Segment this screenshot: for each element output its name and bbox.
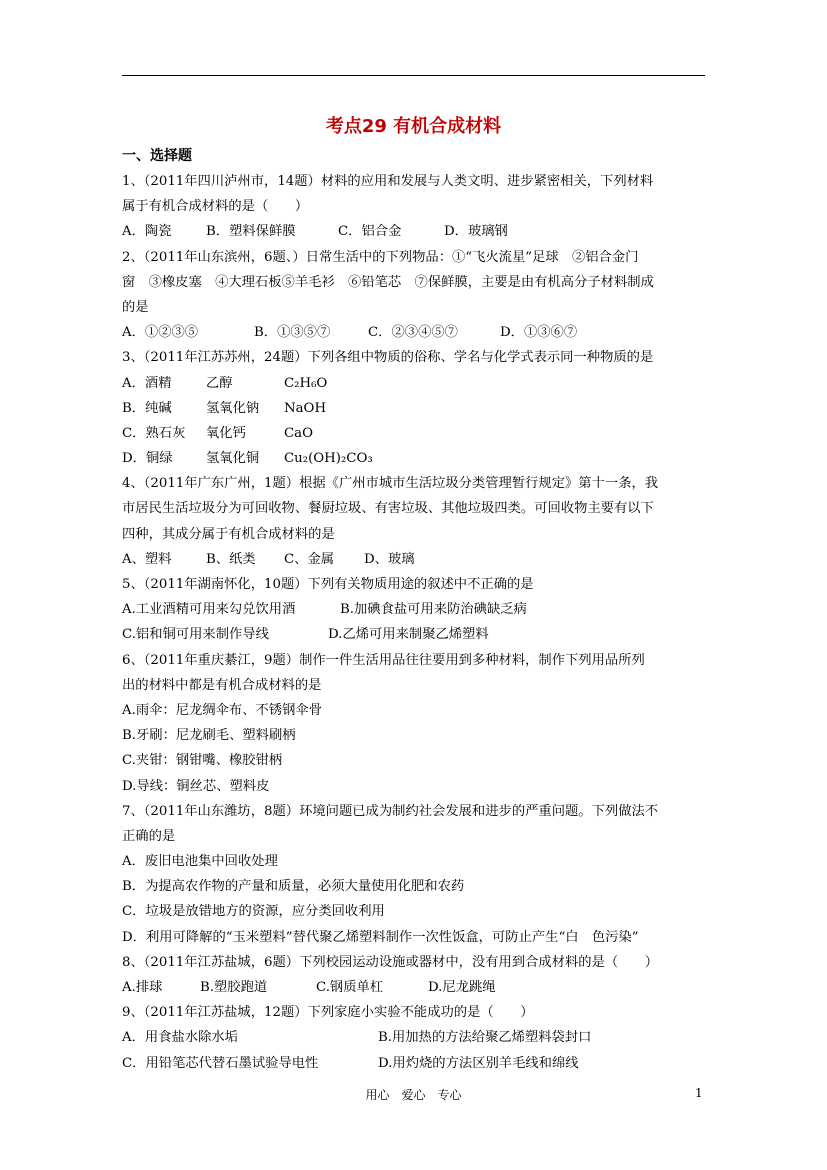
- line-text: C.夹钳：钢钳嘴、橡胶钳柄: [122, 753, 283, 769]
- text-line: [122, 925, 712, 950]
- text-line: [122, 572, 712, 597]
- text-line: [122, 194, 712, 219]
- option-text: 乙醇: [206, 375, 233, 391]
- text-line: [122, 1025, 712, 1050]
- line-text: C．垃圾是放错地方的资源，应分类回收利用: [122, 904, 385, 920]
- line-text: A．废旧电池集中回收处理: [122, 854, 278, 870]
- option-text: 氢氧化铜: [206, 451, 260, 467]
- option-text: B．纯碱: [122, 400, 172, 416]
- option-text: B.塑胶跑道: [200, 980, 268, 995]
- option-text: 氧化钙: [206, 425, 246, 441]
- text-line: [122, 471, 712, 496]
- text-line: [122, 648, 712, 673]
- line-text: 4、（2011年广东广州，1题）根据《广州市城市生活垃圾分类管理暂行规定》第十一条，我: [122, 476, 659, 492]
- option-text: B.加碘食盐可用来防治碘缺乏病: [340, 602, 527, 618]
- page-number: 1: [695, 1086, 703, 1100]
- option-text: C、金属: [284, 551, 335, 567]
- text-line: [122, 799, 712, 824]
- header-rule: [122, 75, 705, 76]
- text-line: [122, 673, 712, 698]
- line-text: 四种，其成分属于有机合成材料的是: [122, 526, 335, 542]
- text-line: [122, 950, 712, 975]
- line-text: 属于有机合成材料的是（ ）: [122, 199, 309, 215]
- text-line: [122, 345, 712, 370]
- option-text: B．①③⑤⑦: [254, 325, 331, 341]
- text-line: [122, 270, 712, 295]
- text-line: [122, 320, 712, 345]
- option-text: C．铝合金: [338, 224, 402, 240]
- text-line: [122, 245, 712, 270]
- text-line: [122, 371, 712, 396]
- text-line: [122, 975, 712, 1000]
- option-text: D.乙烯可用来制聚乙烯塑料: [328, 627, 489, 643]
- text-line: [122, 1000, 712, 1025]
- line-text: B．为提高农作物的产量和质量，必须大量使用化肥和农药: [122, 879, 465, 895]
- line-text: 市居民生活垃圾分为可回收物、餐厨垃圾、有害垃圾、其他垃圾四类。可回收物主要有以下: [122, 501, 654, 517]
- option-text: 氢氧化钠: [206, 400, 260, 416]
- section-heading: 一、选择题: [122, 148, 192, 164]
- option-text: NaOH: [284, 400, 327, 416]
- option-text: D．①③⑥⑦: [500, 325, 578, 341]
- line-text: A.雨伞：尼龙绸伞布、不锈钢伞骨: [122, 702, 322, 718]
- footer-motto: 用心 爱心 专心: [365, 1088, 462, 1102]
- text-line: [122, 396, 712, 421]
- text-line: [122, 874, 712, 899]
- line-text: 正确的是: [122, 828, 176, 844]
- text-line: [122, 1051, 712, 1076]
- line-text: 8、（2011年江苏盐城，6题）下列校园运动设施或器材中，没有用到合成材料的是（ ）: [122, 954, 659, 970]
- option-text: D、玻璃: [364, 551, 415, 567]
- line-text: 2、（2011年山东滨州，6题、）日常生活中的下列物品：①“飞火流星”足球 ②铝合金门: [122, 249, 639, 265]
- option-text: B．塑料保鲜膜: [206, 224, 296, 240]
- option-text: A.工业酒精可用来勾兑饮用酒: [122, 602, 296, 618]
- line-text: D.导线：铜丝芯、塑料皮: [122, 778, 270, 794]
- line-text: 出的材料中都是有机合成材料的是: [122, 677, 322, 693]
- text-line: [122, 169, 712, 194]
- text-line: [122, 849, 712, 874]
- text-line: [122, 824, 712, 849]
- option-text: C.钢质单杠: [316, 980, 384, 995]
- option-text: C．熟石灰: [122, 425, 186, 441]
- option-text: C．②③④⑤⑦: [368, 325, 458, 341]
- text-line: [122, 698, 712, 723]
- option-text: C₂H₆O: [284, 375, 328, 391]
- text-line: [122, 446, 712, 471]
- line-text: 3、（2011年江苏苏州，24题）下列各组中物质的俗称、学名与化学式表示同一种物质的是: [122, 350, 654, 366]
- text-line: [122, 723, 712, 748]
- line-text: D．利用可降解的“玉米塑料”替代聚乙烯塑料制作一次性饭盒，可防止产生“白 色污染”: [122, 929, 639, 945]
- line-text: 7、（2011年山东潍坊，8题）环境问题已成为制约社会发展和进步的严重问题。下列做法不: [122, 803, 659, 819]
- option-text: A．酒精: [122, 375, 172, 391]
- option-text: A.排球: [122, 980, 163, 995]
- line-text: 5、（2011年湖南怀化，10题）下列有关物质用途的叙述中不正确的是: [122, 577, 534, 592]
- text-line: [122, 295, 712, 320]
- text-line: [122, 219, 712, 244]
- option-text: D．铜绿: [122, 451, 173, 467]
- line-text: 1、（2011年四川泸州市，14题）材料的应用和发展与人类文明、进步紧密相关，下列材料: [122, 174, 654, 189]
- text-line: [122, 597, 712, 622]
- line-text: 9、（2011年江苏盐城，12题）下列家庭小实验不能成功的是（ ）: [122, 1005, 534, 1021]
- option-text: C．用铅笔芯代替石墨试验导电性: [122, 1055, 319, 1071]
- option-text: D．玻璃钢: [444, 224, 508, 240]
- line-text: B.牙刷：尼龙刷毛、塑料刷柄: [122, 728, 296, 744]
- option-text: D.尼龙跳绳: [428, 980, 496, 995]
- question-body: [122, 169, 712, 1076]
- option-text: Cu₂(OH)₂CO₃: [284, 451, 373, 467]
- option-text: B、纸类: [206, 551, 256, 567]
- option-text: A．①②③⑤: [122, 325, 199, 341]
- option-text: A．用食盐水除水垢: [122, 1030, 238, 1046]
- option-text: C.铝和铜可用来制作导线: [122, 627, 269, 643]
- text-line: [122, 522, 712, 547]
- text-line: [122, 622, 712, 647]
- page-title: 考点29 有机合成材料: [325, 116, 502, 137]
- text-line: [122, 774, 712, 799]
- line-text: 的是: [122, 299, 149, 315]
- text-line: [122, 421, 712, 446]
- text-line: [122, 748, 712, 773]
- text-line: [122, 496, 712, 521]
- option-text: A、塑料: [122, 551, 172, 567]
- option-text: D.用灼烧的方法区别羊毛线和绵线: [378, 1055, 579, 1071]
- option-text: CaO: [284, 425, 314, 441]
- line-text: 窗 ③橡皮塞 ④大理石板⑤羊毛衫 ⑥铅笔芯 ⑦保鲜膜，主要是由有机高分子材料制成: [122, 274, 654, 290]
- text-line: [122, 899, 712, 924]
- option-text: B.用加热的方法给聚乙烯塑料袋封口: [378, 1030, 592, 1046]
- option-text: A．陶瓷: [122, 224, 172, 240]
- line-text: 6、（2011年重庆綦江，9题）制作一件生活用品往往要用到多种材料，制作下列用品所列: [122, 652, 645, 668]
- text-line: [122, 547, 712, 572]
